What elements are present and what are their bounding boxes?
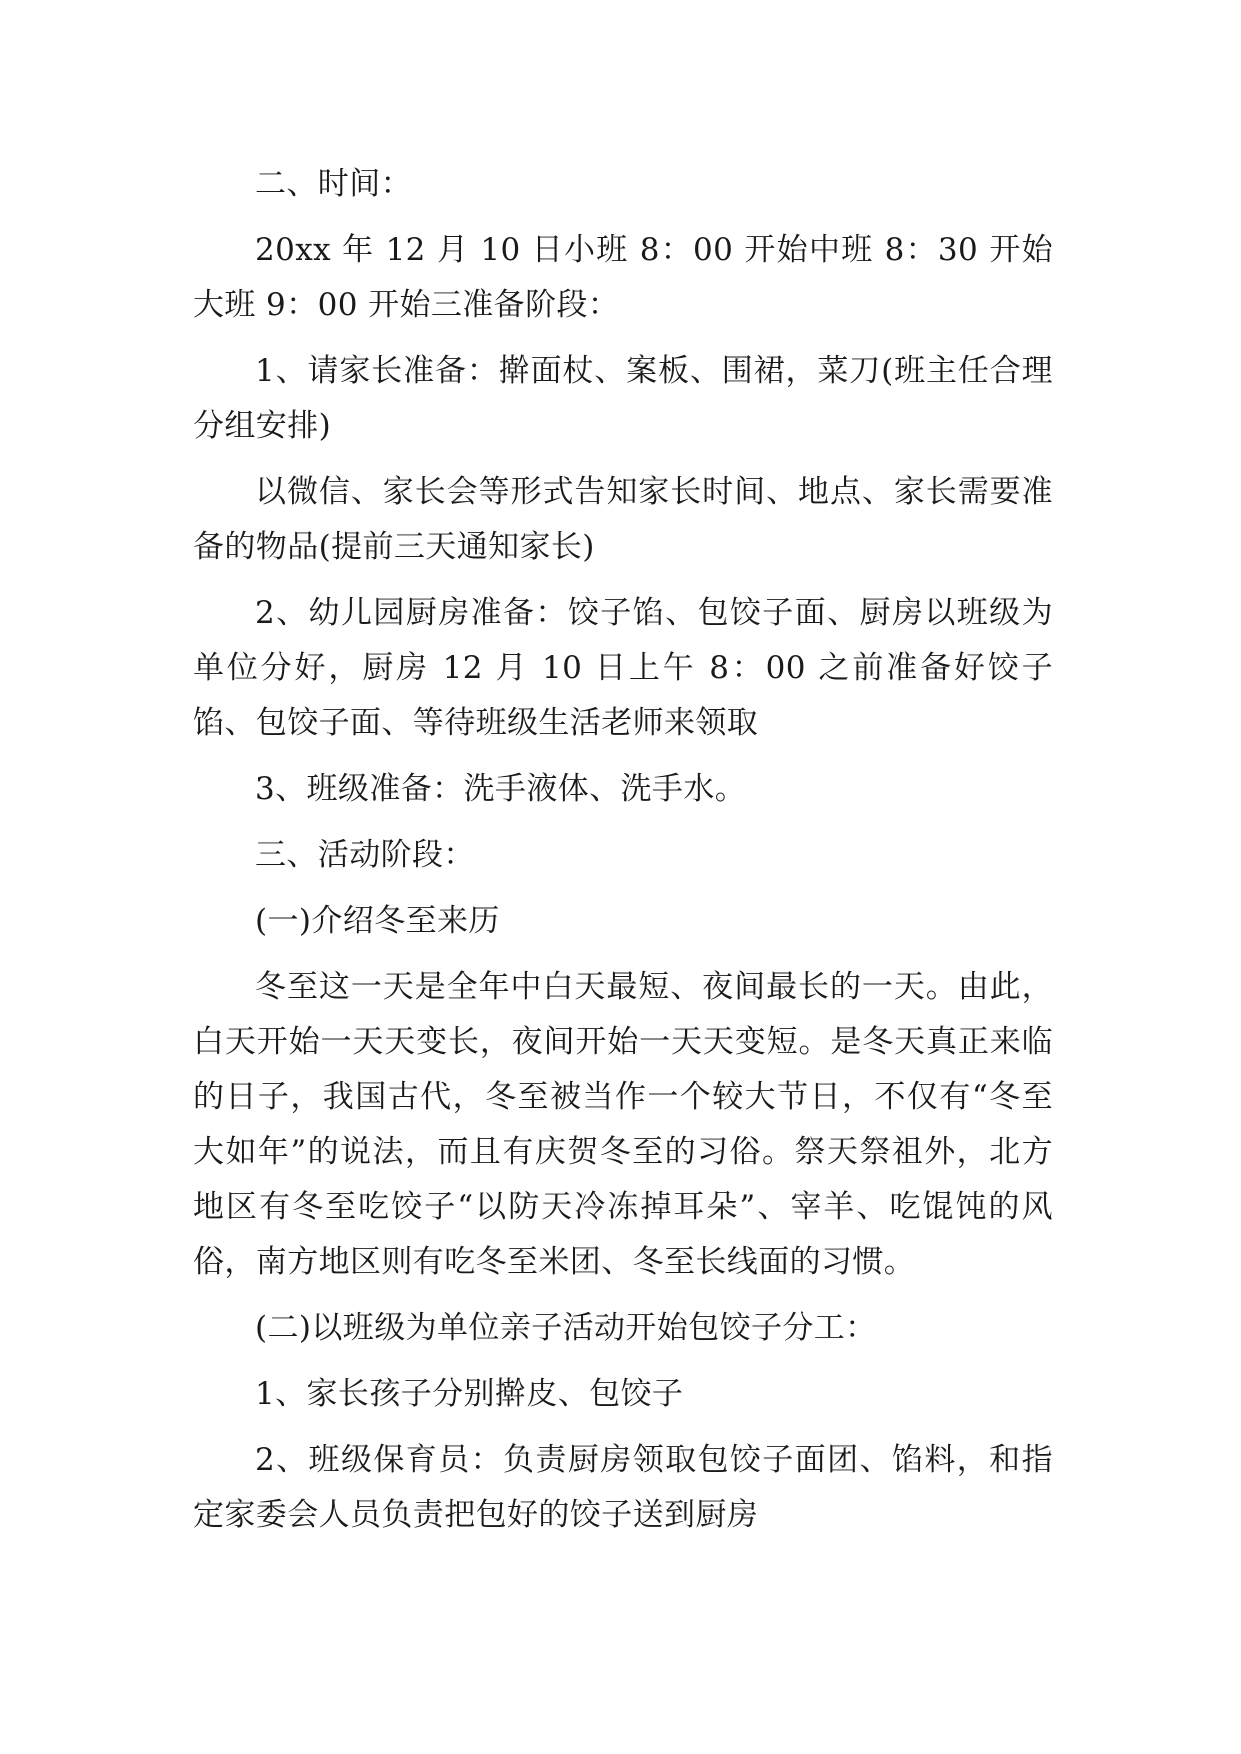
subheading-dumpling-activity: (二)以班级为单位亲子活动开始包饺子分工： — [255, 1310, 877, 1346]
caregiver-task-paragraph: 2、班级保育员：负责厨房领取包饺子面团、馅料，和指定家委会人员负责把包好的饺子送到厨房 — [193, 1442, 1053, 1533]
kitchen-preparation-paragraph: 2、幼儿园厨房准备：饺子馅、包饺子面、厨房以班级为单位分好，厨房 12 月 10 日上午 8：00 之前准备好饺子馅、包饺子面、等待班级生活老师来领取 — [193, 595, 1053, 741]
section-heading-activity: 三、活动阶段： — [255, 837, 475, 873]
parent-preparation-paragraph: 1、请家长准备：擀面杖、案板、围裙，菜刀(班主任合理分组安排) — [193, 353, 1053, 444]
subheading-winter-solstice-origin: (一)介绍冬至来历 — [255, 903, 500, 939]
parent-child-task-paragraph: 1、家长孩子分别擀皮、包饺子 — [255, 1376, 684, 1412]
section-heading-time: 二、时间： — [255, 166, 412, 202]
class-preparation-paragraph: 3、班级准备：洗手液体、洗手水。 — [255, 771, 747, 807]
document-body — [193, 157, 1053, 1554]
winter-solstice-paragraph: 冬至这一天是全年中白天最短、夜间最长的一天。由此，白天开始一天天变长，夜间开始一天天变短。是冬天真正来临的日子，我国古代，冬至被当作一个较大节日，不仅有“冬至大如年”的说法，而且有庆贺冬至的习俗。祭天祭祖外，北方地区有冬至吃饺子“以防天冷冻掉耳朵”、宰羊、吃馄饨的风俗，南方地区则有吃冬至米团、冬至长线面的习惯。 — [193, 969, 1053, 1280]
notification-paragraph: 以微信、家长会等形式告知家长时间、地点、家长需要准备的物品(提前三天通知家长) — [193, 474, 1053, 565]
schedule-paragraph: 20xx 年 12 月 10 日小班 8：00 开始中班 8：30 开始大班 9：00 开始三准备阶段： — [193, 232, 1053, 323]
